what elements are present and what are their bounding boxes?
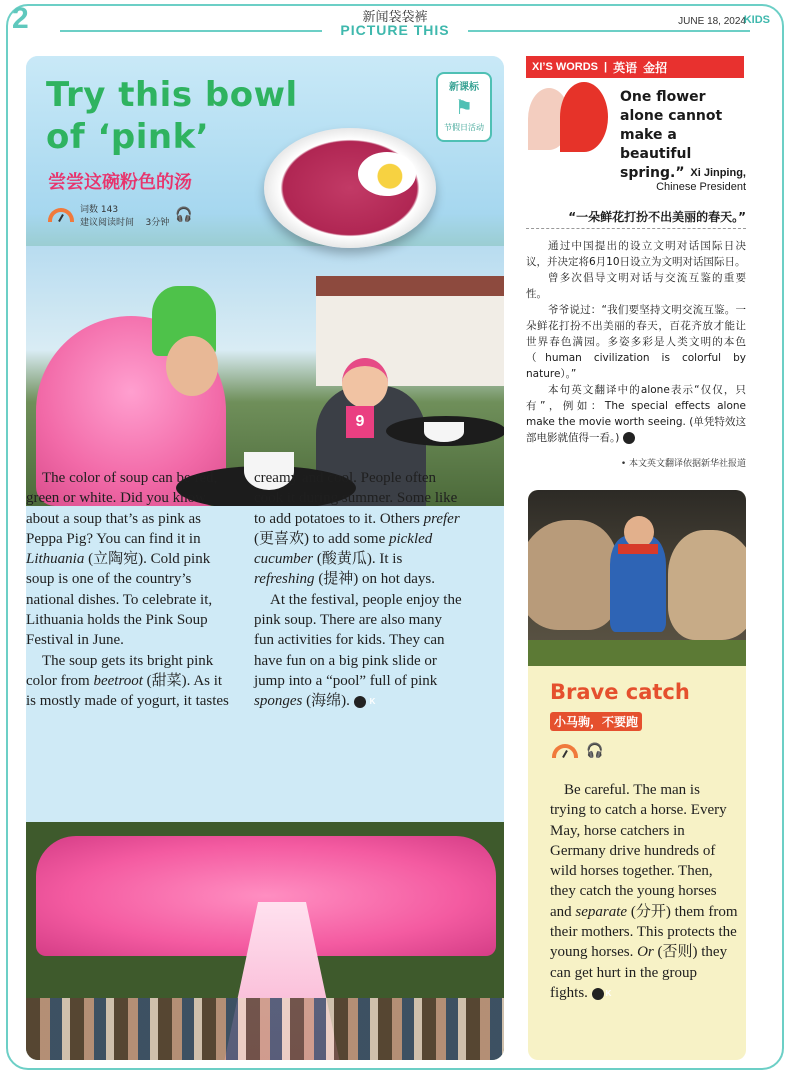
- runner-bib: 9: [346, 406, 374, 438]
- headphones-icon[interactable]: 🎧: [175, 207, 193, 223]
- xi-words-label-cn: 英语: [613, 60, 638, 75]
- article-title-cn: 尝尝这碗粉色的汤: [48, 172, 192, 193]
- pink-slide-photo: [26, 822, 504, 1060]
- section-title-en: PICTURE THIS: [340, 22, 450, 38]
- article-title: [46, 74, 298, 158]
- xi-words-label: XI’S WORDS: [532, 61, 599, 73]
- speaker-name: Xi Jinping,: [690, 167, 746, 179]
- horse-title-cn: 小马驹，不要跑: [550, 712, 642, 731]
- xi-words-body: [526, 238, 746, 446]
- badge-top-label: 新课标: [449, 82, 479, 93]
- reading-time-row: [80, 215, 169, 228]
- end-mark-icon: K: [354, 696, 366, 708]
- crowd: [26, 998, 504, 1060]
- word-count: 词数 143: [80, 205, 119, 215]
- end-mark-icon: K: [592, 988, 604, 1000]
- horse-article-panel: [528, 490, 746, 1060]
- page-number: 2: [12, 2, 29, 35]
- xi-body-p1: 通过中国提出的设立文明对话国际日决议，并决定将6月10日设立为文明对话国际日。: [526, 240, 746, 268]
- grass: [528, 640, 746, 666]
- xi-quote-en: One flower alone cannot make a beautiful spring.”: [620, 89, 723, 181]
- xi-words-header: XI’S WORDS | 英语 金招: [526, 56, 744, 78]
- horse-2: [668, 530, 746, 640]
- quote-mark-icon: [528, 82, 612, 152]
- article-body: [26, 468, 462, 712]
- soup-cup-2: [424, 422, 464, 442]
- horse-article-body: [550, 780, 738, 1003]
- section-title-cn: 新闻袋袋裤: [362, 10, 428, 25]
- pink-soup-bowl-image: [264, 128, 436, 248]
- difficulty-gauge-icon: [48, 208, 74, 222]
- article-title-line2: of ‘pink’: [46, 117, 210, 157]
- issue-date: JUNE 18, 2024: [678, 16, 746, 27]
- article-paragraph-2: The soup gets its bright pink color from beetroot (甜菜). As it is mostly made of yogurt, it tastes creamy and cool. People often cook it during summer. Some like to add potatoes to it. Others prefer (更喜欢) to add some pickled cucumber (酸黄瓜). It is refreshing (提神) on hot days.: [26, 470, 460, 710]
- headphones-icon[interactable]: 🎧: [586, 742, 604, 758]
- reading-time-label: 建议阅读时间: [80, 218, 135, 228]
- curriculum-badge: [436, 72, 492, 142]
- xi-body-p3: 爷爷说过：“我们要坚持文明交流互鉴。一朵鲜花打扮不出美丽的春天，百花齐放才能让世界春色满园。多姿多彩是人类文明的本色（human civilization is colorful by nature）。”: [526, 304, 746, 380]
- red-scarf: [618, 544, 658, 554]
- xi-body-p2: 曾多次倡导文明对话与交流互鉴的重要性。: [526, 272, 746, 300]
- article-title-line1: Try this bowl: [46, 75, 298, 115]
- brand-label: KIDS: [743, 14, 770, 26]
- difficulty-gauge-icon: [552, 744, 578, 758]
- horse-photo: [528, 490, 746, 666]
- costume-face: [166, 336, 218, 396]
- article-paragraph-3: At the festival, people enjoy the pink soup. There are also many fun activities for kids. They can have fun on a big pink slide or jump into a “pool” full of pink sponges (海绵). K: [254, 591, 462, 710]
- egg-image: [358, 152, 416, 196]
- end-mark-icon: K: [623, 432, 635, 444]
- speaker-title: Chinese President: [656, 181, 746, 193]
- article-paragraph-1: The color of soup can be red, green or white. Did you know about a soup that’s as pink as Peppa Pig? You can find it in Lithuania (立陶宛). Cold pink soup is one of the country’s national dishes. To celebrate it, Lithuania holds the Pink Soup Festival in June.: [26, 470, 218, 649]
- source-note: • 本文英文翻译依据新华社报道: [620, 459, 746, 469]
- xi-body-p4: 本句英文翻译中的alone表示“仅仅，只有”，例如：The special effects alone make the movie worth seeing. (单凭特效这部电影就值得一看。) K: [526, 384, 746, 444]
- reading-meta: [48, 202, 193, 228]
- divider: [526, 228, 746, 229]
- reading-info: [80, 202, 169, 228]
- xi-attribution: [560, 166, 746, 194]
- horse-1: [528, 520, 618, 630]
- badge-bottom-label: 节假日活动: [444, 123, 484, 132]
- horse-paragraph: Be careful. The man is trying to catch a horse. Every May, horse catchers in Germany drive hundreds of wild horses together. Then, they catch the young horses and separate (分开) them from their mothers. This protects the young horses. Or (否则) they can get hurt in the group fights. K: [550, 782, 738, 1001]
- xi-words-brand: 金招: [643, 60, 668, 75]
- reading-time-value: 3分钟: [145, 218, 170, 228]
- runner-head: [342, 358, 388, 408]
- xi-quote-cn: “一朵鲜花打扮不出美丽的春天。”: [568, 210, 746, 224]
- horse-title: Brave catch: [550, 680, 690, 704]
- header-rule-right: [468, 30, 750, 32]
- horse-reading-meta: [552, 742, 603, 759]
- flag-icon: ⚑: [455, 97, 473, 119]
- festival-photo: [26, 246, 504, 506]
